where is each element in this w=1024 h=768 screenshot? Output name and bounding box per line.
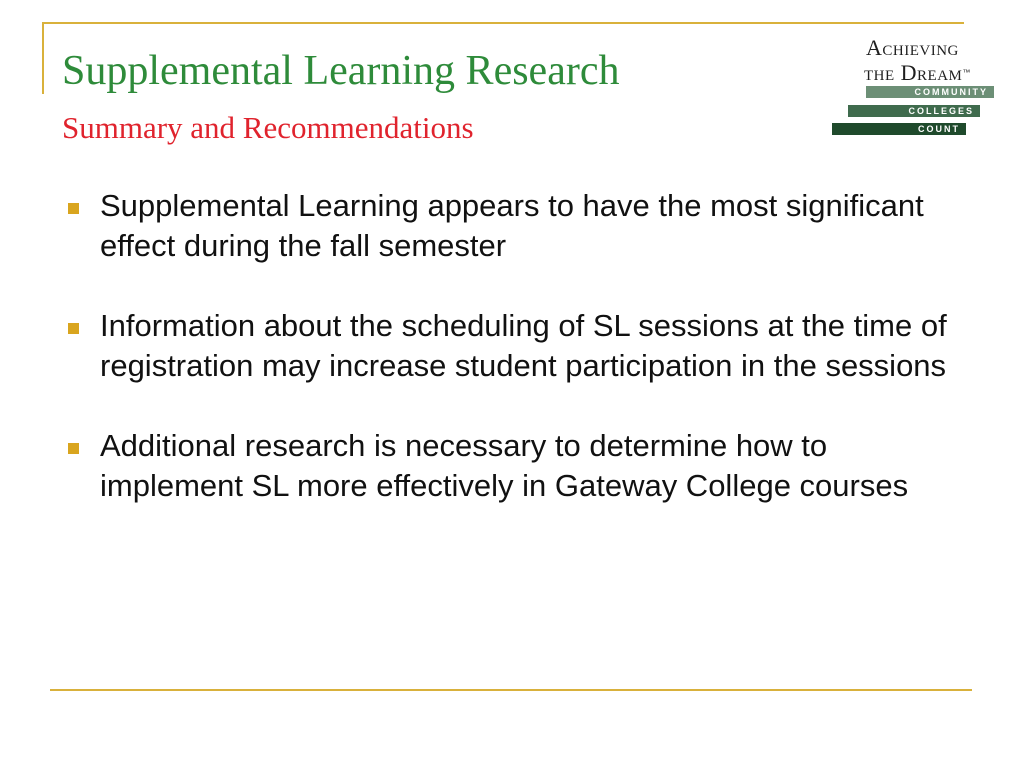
logo-bar-community: COMMUNITY xyxy=(866,86,994,98)
logo-text-line1: Achieving xyxy=(866,35,959,60)
logo-text-line2: the Dream™ xyxy=(864,60,971,85)
bullet-item xyxy=(62,186,962,266)
top-rule xyxy=(42,22,964,24)
left-rule xyxy=(42,22,44,94)
bullet-item xyxy=(62,306,962,386)
square-bullet-icon xyxy=(68,443,79,454)
logo-bar-colleges: COLLEGES xyxy=(848,105,980,117)
slide-title: Supplemental Learning Research xyxy=(62,48,620,94)
bullet-text: Supplemental Learning appears to have the most significant effect during the fall semester xyxy=(100,188,924,263)
bullet-text: Information about the scheduling of SL sessions at the time of registration may increase student participation in the sessions xyxy=(100,308,947,383)
slide-subtitle: Summary and Recommendations xyxy=(62,110,474,145)
bullet-text: Additional research is necessary to determine how to implement SL more effectively in Gateway College courses xyxy=(100,428,909,503)
bullet-item xyxy=(62,426,962,506)
bullet-list xyxy=(62,186,962,546)
trademark-mark: ™ xyxy=(962,68,971,77)
logo-bar-count: COUNT xyxy=(832,123,966,135)
achieving-the-dream-logo xyxy=(830,30,1000,140)
square-bullet-icon xyxy=(68,203,79,214)
square-bullet-icon xyxy=(68,323,79,334)
bottom-rule xyxy=(50,689,972,691)
